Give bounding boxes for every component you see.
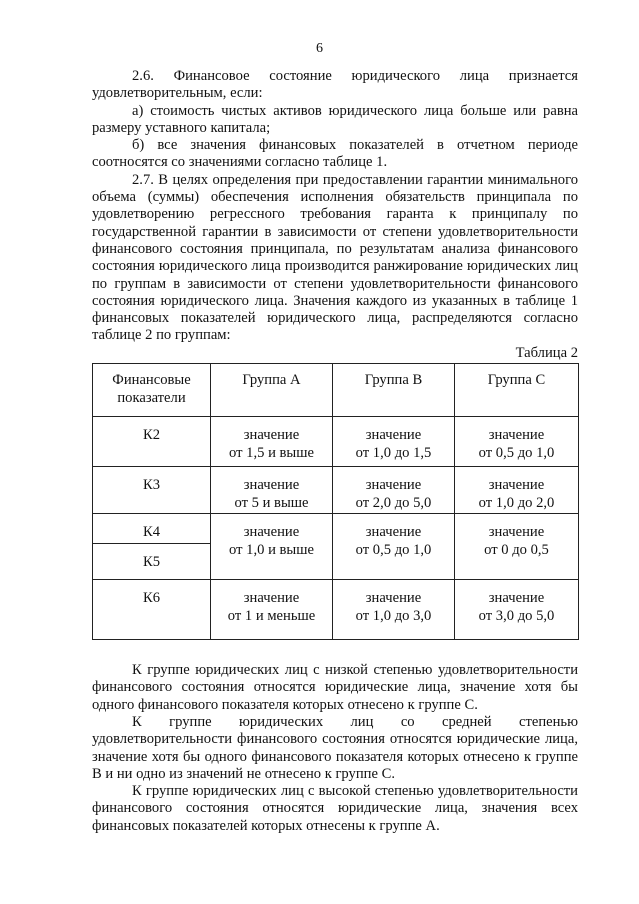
page-number: 6 xyxy=(316,41,323,56)
cell-range: от 1,5 и выше xyxy=(229,445,314,462)
table-row xyxy=(93,467,579,514)
paragraph-2-6: 2.6. Финансовое состояние юридического лица признается удовлетворительным, если: xyxy=(92,68,578,102)
indicator-label: К6 xyxy=(93,580,211,640)
paragraph-2-6-b: б) все значения финансовых показателей в отчетном периоде соотносятся со значениями согласно таблице 1. xyxy=(92,137,578,171)
cell-group-b xyxy=(333,580,455,640)
cell-group-a xyxy=(211,417,333,467)
header-indicators xyxy=(93,364,211,417)
indicator-label: К5 xyxy=(93,544,211,580)
cell-range: от 1,0 и выше xyxy=(229,542,314,559)
cell-line: значение xyxy=(365,427,422,444)
cell-line: значение xyxy=(243,477,300,494)
cell-range: от 0,5 до 1,0 xyxy=(478,445,555,462)
cell-line: значение xyxy=(365,590,422,607)
cell-range: от 0,5 до 1,0 xyxy=(355,542,432,559)
cell-group-c xyxy=(455,514,579,580)
cell-group-a xyxy=(211,580,333,640)
cell-range: от 1 и меньше xyxy=(227,608,316,625)
cell-group-c xyxy=(455,467,579,514)
cell-group-b xyxy=(333,467,455,514)
paragraph-medium-group: К группе юридических лиц со средней степенью удовлетворительности финансового состояния относятся юридические лица, значение хотя бы одного финансового показателя которых отнесено к группе В и ни одно из значений не отнесено к группе С. xyxy=(92,713,578,782)
table-row xyxy=(93,580,579,640)
cell-range: от 2,0 до 5,0 xyxy=(355,495,432,512)
indicator-groups-table xyxy=(92,363,579,640)
paragraph-2-7: 2.7. В целях определения при предоставлении гарантии минимального объема (суммы) обеспечения исполнения обязательств принципала по удовлетворению регрессного требования гаранта к принципалу по государственной гарантии в зависимости от степени удовлетворительности финансового состояния принципала, по результатам анализа финансового состояния юридического лица производится ранжирование юридических лиц по группам в зависимости от степени удовлетворительности финансового состояния юридического лица. Значения каждого из указанных в таблице 1 финансовых показателей юридического лица, распределяются согласно таблице 2 по группам: xyxy=(92,171,578,344)
cell-line: значение xyxy=(365,524,422,541)
cell-line: значение xyxy=(243,524,300,541)
cell-line: значение xyxy=(488,427,545,444)
cell-group-b xyxy=(333,514,455,580)
cell-group-c xyxy=(455,580,579,640)
header-indicators-line2: показатели xyxy=(117,390,186,407)
indicator-label: К3 xyxy=(93,467,211,514)
indicator-label: К4 xyxy=(93,514,211,544)
paragraph-high-group: К группе юридических лиц с высокой степенью удовлетворительности финансового состояния относятся юридические лица, значения всех финансовых показателей которых отнесены к группе А. xyxy=(92,783,578,834)
cell-line: значение xyxy=(488,590,545,607)
paragraph-2-6-a: а) стоимость чистых активов юридического лица больше или равна размеру уставного капитала; xyxy=(92,102,578,136)
cell-range: от 1,0 до 3,0 xyxy=(355,608,432,625)
cell-line: значение xyxy=(365,477,422,494)
header-group-c: Группа С xyxy=(455,364,579,417)
cell-group-b xyxy=(333,417,455,467)
table-caption: Таблица 2 xyxy=(515,344,578,361)
document-body xyxy=(92,68,578,835)
table-row xyxy=(93,417,579,467)
header-indicators-line1: Финансовые xyxy=(112,372,191,389)
group-definitions xyxy=(92,662,578,835)
cell-group-c xyxy=(455,417,579,467)
header-group-a: Группа А xyxy=(211,364,333,417)
cell-range: от 0 до 0,5 xyxy=(484,542,549,559)
cell-group-a xyxy=(211,514,333,580)
cell-line: значение xyxy=(243,590,300,607)
cell-line: значение xyxy=(488,524,545,541)
cell-range: от 1,0 до 1,5 xyxy=(355,445,432,462)
table-header-row xyxy=(93,364,579,417)
header-group-b: Группа В xyxy=(333,364,455,417)
indicator-label: К2 xyxy=(93,417,211,467)
cell-range: от 5 и выше xyxy=(234,495,309,512)
paragraph-low-group: К группе юридических лиц с низкой степенью удовлетворительности финансового состояния относятся юридические лица, значение хотя бы одного финансового показателя которых отнесено к группе С. xyxy=(92,662,578,713)
cell-range: от 3,0 до 5,0 xyxy=(478,608,555,625)
cell-group-a xyxy=(211,467,333,514)
table-row xyxy=(93,514,579,544)
cell-line: значение xyxy=(488,477,545,494)
cell-range: от 1,0 до 2,0 xyxy=(478,495,555,512)
cell-line: значение xyxy=(243,427,300,444)
